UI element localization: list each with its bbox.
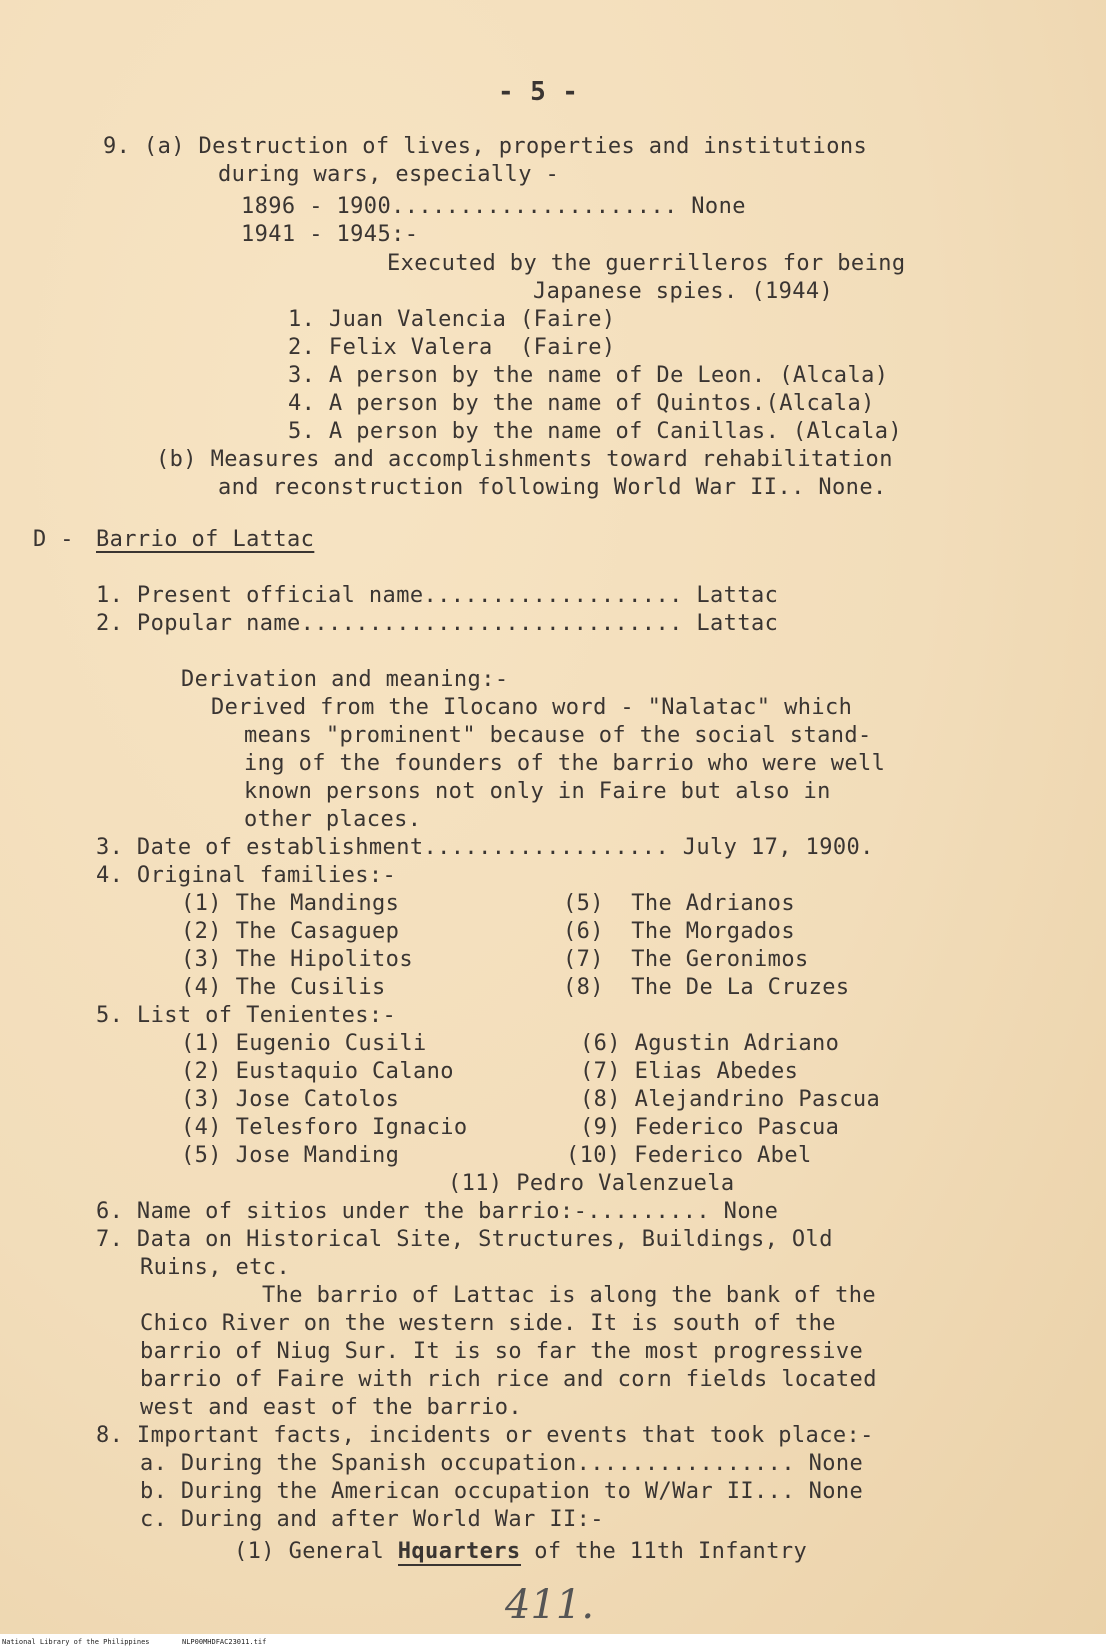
teniente-item: (5) Jose Manding (181, 1143, 400, 1168)
teniente-item: (4) Telesforo Ignacio (181, 1115, 468, 1140)
historical-line: west and east of the barrio. (140, 1395, 523, 1420)
facts-c1-suffix: of the 11th Infantry (520, 1539, 808, 1564)
facts-item-a: a. During the Spanish occupation................ None (140, 1451, 864, 1476)
scan-footer (0, 1634, 1106, 1650)
historical-line: barrio of Faire with rich rice and corn fields located (140, 1367, 877, 1392)
handwritten-page-mark: 411. (505, 1582, 595, 1628)
facts-item-b: b. During the American occupation to W/War II... None (140, 1479, 864, 1504)
historical-line: Chico River on the western side. It is south of the (140, 1311, 836, 1336)
teniente-item: (7) Elias Abedes (580, 1059, 799, 1084)
family-item: (6) The Morgados (563, 919, 795, 944)
person-item: 1. Juan Valencia (Faire) (288, 307, 616, 332)
derivation-heading: Derivation and meaning:- (181, 667, 509, 692)
person-item: 3. A person by the name of De Leon. (Alcala) (288, 363, 889, 388)
facts-heading: 8. Important facts, incidents or events that took place:- (96, 1423, 874, 1448)
teniente-item: (10) Federico Abel (566, 1143, 812, 1168)
teniente-item: (6) Agustin Adriano (580, 1031, 840, 1056)
family-item: (3) The Hipolitos (181, 947, 413, 972)
footer-library: National Library of the Philippines (2, 1638, 150, 1646)
item9-executed-line2: Japanese spies. (1944) (533, 279, 834, 304)
facts-c1-word: Hquarters (397, 1539, 521, 1564)
facts-item-c1 (234, 1538, 807, 1566)
family-item: (8) The De La Cruzes (563, 975, 850, 1000)
historical-line: The barrio of Lattac is along the bank of the (262, 1283, 877, 1308)
facts-item-c: c. During and after World War II:- (140, 1507, 604, 1532)
popular-name: 2. Popular name............................ Lattac (96, 611, 779, 636)
teniente-item: (2) Eustaquio Calano (181, 1059, 454, 1084)
item9-a-line1: 9. (a) Destruction of lives, properties and institutions (103, 134, 868, 159)
derivation-line: Derived from the Ilocano word - "Nalatac" which (211, 695, 853, 720)
establishment-date: 3. Date of establishment.................. July 17, 1900. (96, 835, 874, 860)
footer-file: NLP00MHDFAC23011.tif (182, 1638, 267, 1646)
item9-executed-line1: Executed by the guerrilleros for being (387, 251, 906, 276)
derivation-line: ing of the founders of the barrio who were well (244, 751, 886, 776)
historical-heading-line2: Ruins, etc. (140, 1255, 291, 1280)
teniente-item: (8) Alejandrino Pascua (580, 1087, 881, 1112)
item9-b-line2: and reconstruction following World War II.. None. (218, 475, 887, 500)
derivation-line: means "prominent" because of the social stand- (244, 723, 872, 748)
family-item: (5) The Adrianos (563, 891, 795, 916)
family-item: (4) The Cusilis (181, 975, 386, 1000)
section-title: Barrio of Lattac (96, 527, 315, 552)
teniente-item: (3) Jose Catolos (181, 1087, 400, 1112)
tenientes-heading: 5. List of Tenientes:- (96, 1003, 397, 1028)
family-item: (2) The Casaguep (181, 919, 400, 944)
derivation-line: other places. (244, 807, 422, 832)
item9-b-line1: (b) Measures and accomplishments toward rehabilitation (156, 447, 893, 472)
families-heading: 4. Original families:- (96, 863, 397, 888)
derivation-line: known persons not only in Faire but also in (244, 779, 831, 804)
item9-a-line2: during wars, especially - (218, 162, 560, 187)
facts-c1-prefix: (1) General (234, 1539, 385, 1564)
item9-1941: 1941 - 1945:- (241, 222, 419, 247)
family-item: (7) The Geronimos (563, 947, 809, 972)
teniente-item: (9) Federico Pascua (580, 1115, 840, 1140)
page-number: - 5 - (498, 77, 579, 107)
teniente-item: (11) Pedro Valenzuela (448, 1171, 735, 1196)
section-letter: D - (33, 527, 74, 552)
teniente-item: (1) Eugenio Cusili (181, 1031, 427, 1056)
historical-heading-line1: 7. Data on Historical Site, Structures, Buildings, Old (96, 1227, 833, 1252)
family-item: (1) The Mandings (181, 891, 400, 916)
item9-1896: 1896 - 1900..................... None (241, 194, 746, 219)
person-item: 4. A person by the name of Quintos.(Alcala) (288, 391, 875, 416)
person-item: 2. Felix Valera (Faire) (288, 335, 616, 360)
official-name: 1. Present official name................... Lattac (96, 583, 779, 608)
historical-line: barrio of Niug Sur. It is so far the most progressive (140, 1339, 864, 1364)
sitios-line: 6. Name of sitios under the barrio:-......... None (96, 1199, 779, 1224)
person-item: 5. A person by the name of Canillas. (Alcala) (288, 419, 903, 444)
